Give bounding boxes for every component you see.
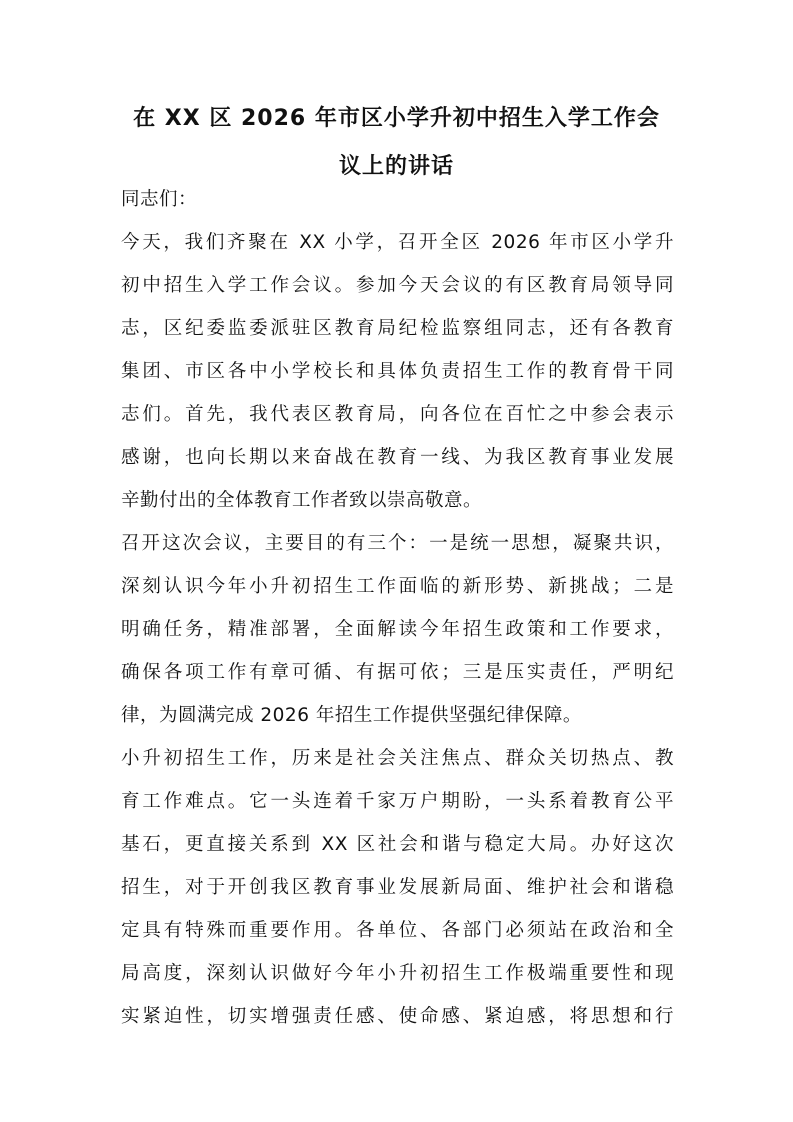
paragraph-1-line-2: 初中招生入学工作会议。参加今天会议的有区教育局领导同 [121,275,674,296]
paragraph-3-line-1: 小升初招生工作，历来是社会关注焦点、群众关切热点、教 [121,748,674,769]
salutation: 同志们： [121,189,198,210]
paragraph-1-line-1: 今天，我们齐聚在 XX 小学，召开全区 2026 年市区小学升 [121,232,674,253]
paragraph-1-line-4: 集团、市区各中小学校长和具体负责招生工作的教育骨干同 [121,361,674,382]
paragraph-2-line-3: 明确任务，精准部署，全面解读今年招生政策和工作要求， [121,619,674,640]
paragraph-2-line-2: 深刻认识今年小升初招生工作面临的新形势、新挑战；二是 [121,576,674,597]
paragraph-1-line-3: 志，区纪委监委派驻区教育局纪检监察组同志，还有各教育 [121,318,674,339]
paragraph-2-line-5: 律，为圆满完成 2026 年招生工作提供坚强纪律保障。 [121,705,582,726]
paragraph-3-line-3: 基石，更直接关系到 XX 区社会和谐与稳定大局。办好这次 [121,834,674,855]
paragraph-3-line-5: 定具有特殊而重要作用。各单位、各部门必须站在政治和全 [121,920,674,941]
paragraph-2-line-4: 确保各项工作有章可循、有据可依；三是压实责任，严明纪 [121,662,674,683]
paragraph-3-line-6: 局高度，深刻认识做好今年小升初招生工作极端重要性和现 [121,963,674,984]
document-title-line-1: 在 XX 区 2026 年市区小学升初中招生入学工作会 [133,106,660,131]
paragraph-3-line-7: 实紧迫性，切实增强责任感、使命感、紧迫感，将思想和行 [121,1006,674,1027]
document-title-line-2: 议上的讲话 [338,154,454,179]
paragraph-1-line-6: 感谢，也向长期以来奋战在教育一线、为我区教育事业发展 [121,447,674,468]
paragraph-1-line-5: 志们。首先，我代表区教育局，向各位在百忙之中参会表示 [121,404,674,425]
paragraph-2-line-1: 召开这次会议，主要目的有三个：一是统一思想，凝聚共识， [121,533,674,554]
paragraph-3-line-2: 育工作难点。它一头连着千家万户期盼，一头系着教育公平 [121,791,674,812]
paragraph-3-line-4: 招生，对于开创我区教育事业发展新局面、维护社会和谐稳 [121,877,674,898]
paragraph-1-line-7: 辛勤付出的全体教育工作者致以崇高敬意。 [121,490,483,511]
